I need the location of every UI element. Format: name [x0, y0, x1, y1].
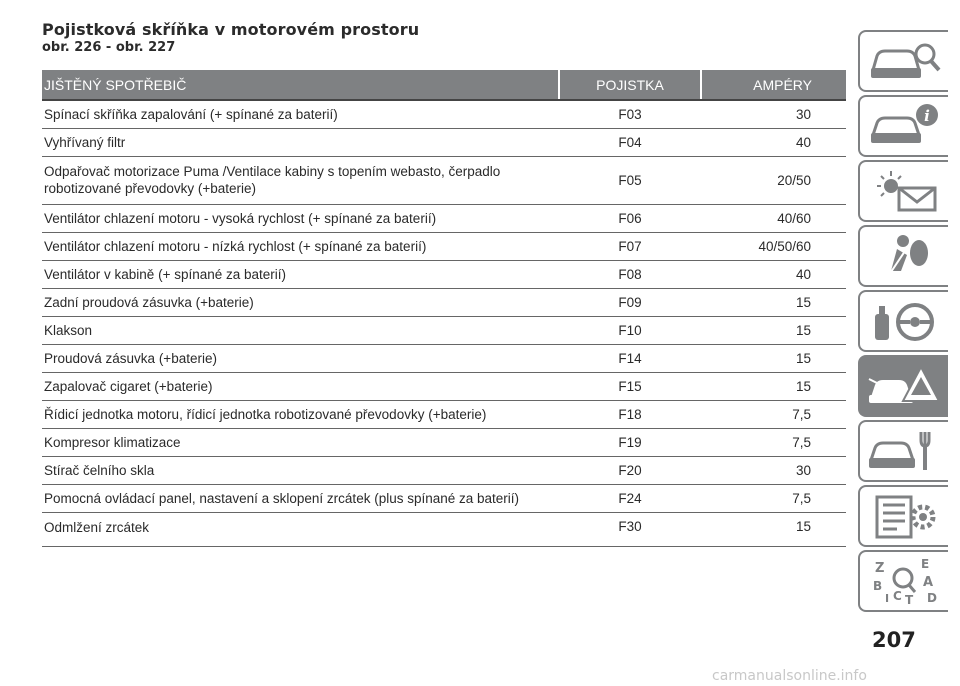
- device-cell: Spínací skříňka zapalování (+ spínané za baterií): [42, 100, 558, 128]
- fuse-table: [42, 70, 846, 547]
- device-cell: Proudová zásuvka (+baterie): [42, 344, 558, 372]
- table-row: [42, 204, 846, 232]
- table-row: [42, 484, 846, 512]
- device-cell: Stírač čelního skla: [42, 456, 558, 484]
- fuse-cell: F14: [560, 344, 700, 372]
- fuse-cell: F15: [560, 372, 700, 400]
- table-row: [42, 156, 846, 204]
- fuse-cell: F07: [560, 232, 700, 260]
- amp-cell: 15: [702, 288, 846, 316]
- fuse-cell: F18: [560, 400, 700, 428]
- tab-airbag-seat[interactable]: [858, 225, 948, 287]
- tab-steering-key[interactable]: [858, 290, 948, 352]
- amp-cell: 7,5: [702, 400, 846, 428]
- svg-text:B: B: [873, 579, 883, 593]
- figure-reference: obr. 226 - obr. 227: [42, 40, 176, 55]
- fuse-cell: F20: [560, 456, 700, 484]
- header-fuse: POJISTKA: [560, 70, 700, 100]
- amp-cell: 7,5: [702, 484, 846, 512]
- amp-cell: 40: [702, 128, 846, 156]
- fuse-cell: F10: [560, 316, 700, 344]
- car-hazard-icon: [867, 361, 941, 411]
- tab-specs-gear[interactable]: [858, 485, 948, 547]
- watermark: carmanualsonline.info: [712, 668, 867, 684]
- amp-cell: 20/50: [702, 156, 846, 204]
- amp-cell: 30: [702, 100, 846, 128]
- device-cell: Vyhřívaný filtr: [42, 128, 558, 156]
- fuse-cell: F05: [560, 156, 700, 204]
- device-cell: Klakson: [42, 316, 558, 344]
- amp-cell: 7,5: [702, 428, 846, 456]
- table-row: [42, 344, 846, 372]
- table-row: [42, 400, 846, 428]
- car-search-icon: [867, 36, 941, 86]
- tab-car-info[interactable]: [858, 95, 948, 157]
- amp-cell: 40/60: [702, 204, 846, 232]
- fuse-cell: F19: [560, 428, 700, 456]
- fuse-cell: F04: [560, 128, 700, 156]
- header-amp: AMPÉRY: [702, 70, 846, 100]
- amp-cell: 40/50/60: [702, 232, 846, 260]
- svg-text:i: i: [924, 107, 930, 125]
- table-row: [42, 372, 846, 400]
- tab-alphabet-index[interactable]: [858, 550, 948, 612]
- airbag-seat-icon: [867, 231, 941, 281]
- table-row: [42, 100, 846, 128]
- section-title: Pojistková skříňka v motorovém prostoru: [42, 20, 420, 39]
- device-cell: Ventilátor chlazení motoru - nízká rychlost (+ spínané za baterií): [42, 232, 558, 260]
- fuse-cell: F30: [560, 512, 700, 546]
- fuse-cell: F24: [560, 484, 700, 512]
- table-row: [42, 428, 846, 456]
- svg-text:D: D: [927, 591, 937, 605]
- car-info-icon: [867, 101, 941, 151]
- device-cell: Odpařovač motorizace Puma /Ventilace kabiny s topením webasto, čerpadlo robotizované převodovky (+baterie): [42, 156, 558, 204]
- svg-text:I: I: [885, 592, 890, 605]
- svg-text:T: T: [905, 593, 914, 606]
- device-cell: Ventilátor chlazení motoru - vysoká rychlost (+ spínané za baterií): [42, 204, 558, 232]
- steering-key-icon: [867, 296, 941, 346]
- specs-gear-icon: [867, 491, 941, 541]
- amp-cell: 15: [702, 316, 846, 344]
- table-row: [42, 456, 846, 484]
- tab-warning-lights[interactable]: [858, 160, 948, 222]
- table-row: [42, 512, 846, 546]
- header-device: JIŠTĚNÝ SPOTŘEBIČ: [42, 70, 558, 100]
- device-cell: Zadní proudová zásuvka (+baterie): [42, 288, 558, 316]
- table-row: [42, 288, 846, 316]
- alphabet-index-icon: [867, 556, 941, 606]
- table-header-row: [42, 70, 846, 100]
- chapter-tabs: [858, 30, 948, 615]
- warning-lights-icon: [867, 166, 941, 216]
- device-cell: Kompresor klimatizace: [42, 428, 558, 456]
- svg-text:Z: Z: [875, 561, 885, 576]
- device-cell: Řídicí jednotka motoru, řídicí jednotka robotizované převodovky (+baterie): [42, 400, 558, 428]
- table-row: [42, 316, 846, 344]
- fuse-cell: F09: [560, 288, 700, 316]
- device-cell: Odmlžení zrcátek: [42, 512, 558, 546]
- amp-cell: 15: [702, 512, 846, 546]
- svg-text:E: E: [921, 557, 930, 571]
- tab-car-service[interactable]: [858, 420, 948, 482]
- table-row: [42, 260, 846, 288]
- car-service-icon: [867, 426, 941, 476]
- tab-car-search[interactable]: [858, 30, 948, 92]
- amp-cell: 30: [702, 456, 846, 484]
- table-row: [42, 232, 846, 260]
- amp-cell: 15: [702, 372, 846, 400]
- tab-car-hazard[interactable]: [858, 355, 948, 417]
- page-heading: [42, 20, 419, 55]
- fuse-cell: F06: [560, 204, 700, 232]
- amp-cell: 15: [702, 344, 846, 372]
- fuse-cell: F08: [560, 260, 700, 288]
- svg-text:C: C: [893, 589, 902, 603]
- table-row: [42, 128, 846, 156]
- device-cell: Zapalovač cigaret (+baterie): [42, 372, 558, 400]
- device-cell: Ventilátor v kabině (+ spínané za baterií): [42, 260, 558, 288]
- amp-cell: 40: [702, 260, 846, 288]
- page-number: 207: [872, 628, 916, 652]
- fuse-cell: F03: [560, 100, 700, 128]
- svg-text:A: A: [923, 575, 934, 590]
- device-cell: Pomocná ovládací panel, nastavení a sklopení zrcátek (plus spínané za baterií): [42, 484, 558, 512]
